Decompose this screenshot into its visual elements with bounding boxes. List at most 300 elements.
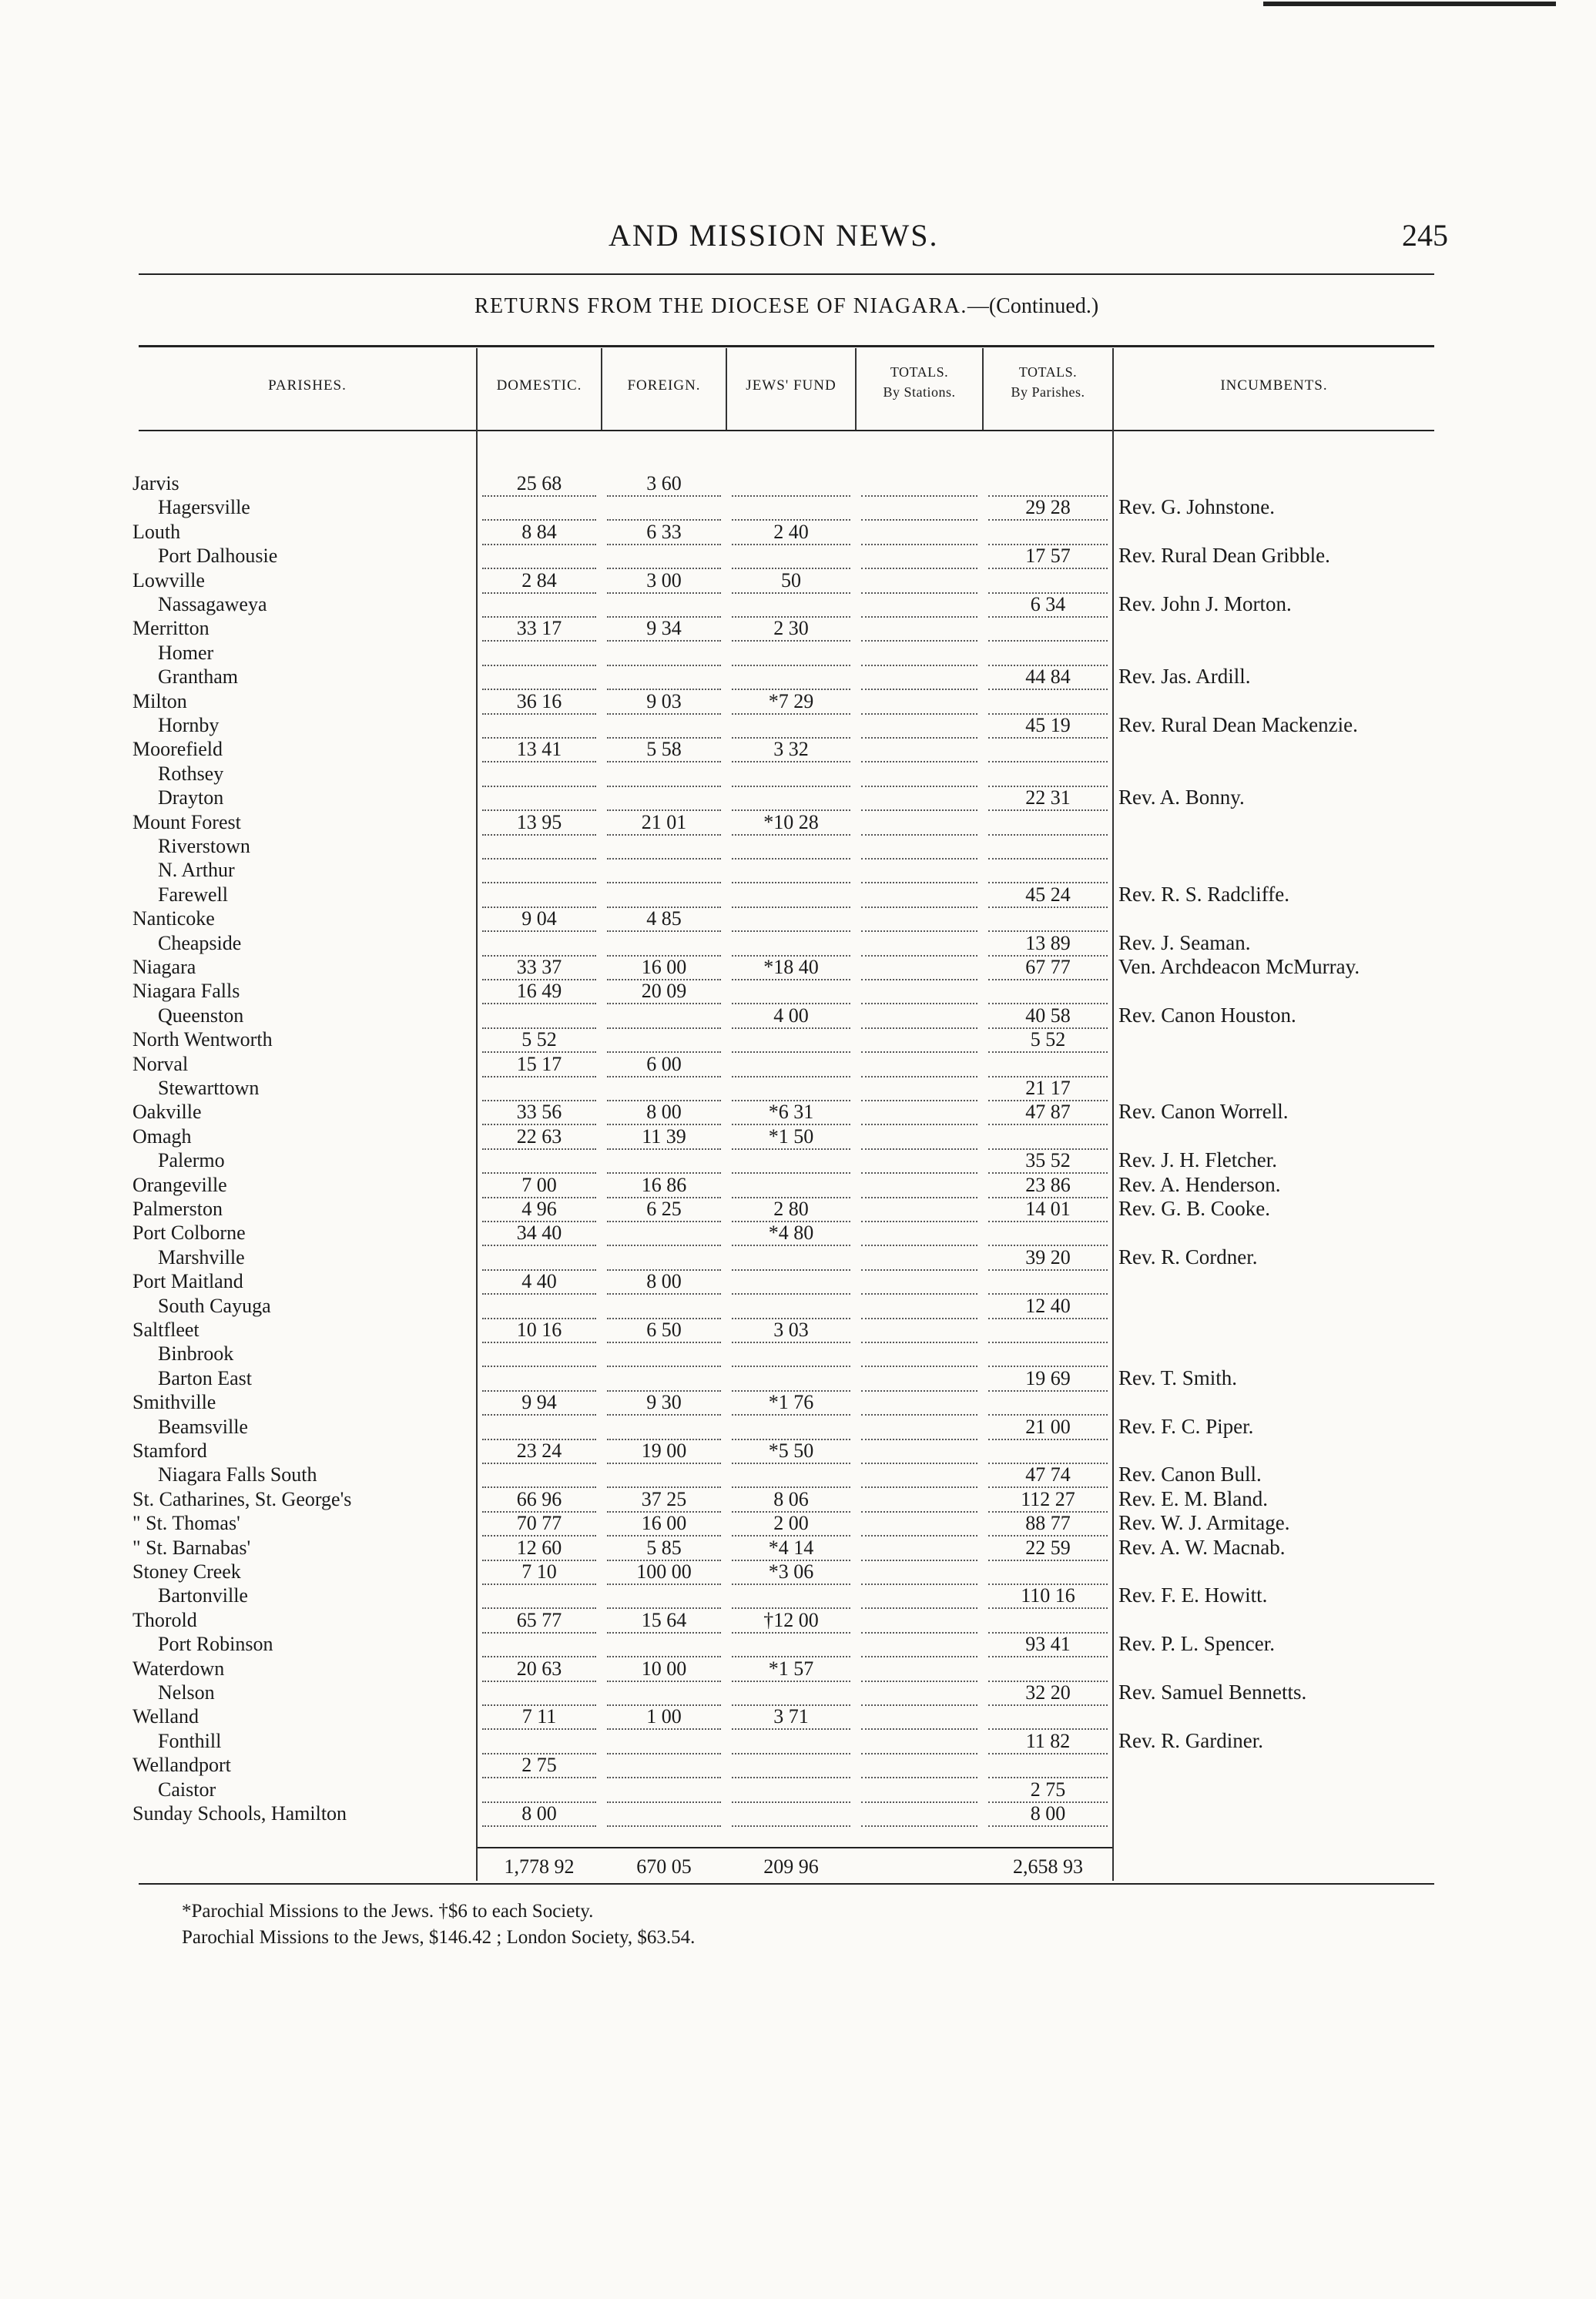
parishes-total-cell: 2 75 — [988, 1778, 1108, 1803]
jews-fund-cell: 2 30 — [732, 616, 850, 642]
stations-total-cell — [861, 471, 977, 497]
header-foreign: FOREIGN. — [627, 377, 701, 394]
domestic-cell: 15 17 — [482, 1052, 596, 1077]
foreign-cell: 3 60 — [607, 471, 721, 497]
domestic-cell: 70 77 — [482, 1511, 596, 1537]
jews-fund-cell: 3 71 — [732, 1704, 850, 1730]
stations-total-cell — [861, 1657, 977, 1682]
incumbent-name — [1118, 858, 1457, 882]
incumbent-name: Rev. J. H. Fletcher. — [1118, 1148, 1277, 1171]
domestic-cell — [482, 1245, 596, 1271]
stations-total-cell — [861, 1801, 977, 1827]
parish-name: " St. Thomas' — [132, 1512, 240, 1534]
running-head — [139, 217, 1448, 256]
parishes-total-cell — [988, 834, 1108, 860]
stations-total-cell — [861, 931, 977, 957]
domestic-cell: 65 77 — [482, 1608, 596, 1634]
stations-total-cell — [861, 520, 977, 545]
jews-fund-cell: 2 40 — [732, 520, 850, 545]
jews-fund-cell: *4 80 — [732, 1221, 850, 1246]
stations-total-cell — [861, 810, 977, 836]
foreign-cell — [607, 1221, 721, 1246]
jews-fund-cell: *6 31 — [732, 1100, 850, 1125]
stations-total-cell — [861, 1004, 977, 1029]
total-foreign: 670 05 — [636, 1855, 692, 1878]
jews-fund-cell: *10 28 — [732, 810, 850, 836]
parish-name: Niagara Falls South — [158, 1463, 317, 1486]
parish-name: Moorefield — [132, 738, 223, 760]
parishes-total-cell — [988, 1390, 1108, 1416]
incumbent-name — [1118, 1318, 1457, 1342]
domestic-cell — [482, 1681, 596, 1706]
foreign-cell: 3 00 — [607, 568, 721, 594]
header-totals-parishes — [984, 362, 1112, 402]
table-head-rule — [139, 430, 1434, 431]
domestic-cell — [482, 1463, 596, 1488]
parishes-total-cell: 39 20 — [988, 1245, 1108, 1271]
jews-fund-cell: *5 50 — [732, 1439, 850, 1464]
stations-total-cell — [861, 1704, 977, 1730]
incumbent-name — [1118, 471, 1457, 495]
parishes-total-cell: 22 31 — [988, 786, 1108, 811]
parish-name: Smithville — [132, 1391, 216, 1413]
incumbent-name — [1118, 1342, 1457, 1366]
jews-fund-cell: *1 76 — [732, 1390, 850, 1416]
stations-total-cell — [861, 1536, 977, 1561]
header-rule — [139, 273, 1434, 275]
parish-name: Palmerston — [132, 1198, 223, 1220]
stations-total-cell — [861, 1560, 977, 1585]
jews-fund-cell — [732, 592, 850, 618]
foreign-cell: 1 00 — [607, 1704, 721, 1730]
stations-total-cell — [861, 641, 977, 666]
stations-total-cell — [861, 1366, 977, 1392]
jews-fund-cell — [732, 1052, 850, 1077]
jews-fund-cell: 8 06 — [732, 1487, 850, 1513]
domestic-cell — [482, 1415, 596, 1440]
stations-total-cell — [861, 1583, 977, 1609]
jews-fund-cell: *1 57 — [732, 1657, 850, 1682]
stations-total-cell — [861, 1778, 977, 1803]
stations-total-cell — [861, 1100, 977, 1125]
jews-fund-cell — [732, 858, 850, 883]
incumbent-name — [1118, 1027, 1457, 1051]
parish-name: Rothsey — [158, 762, 224, 785]
domestic-cell — [482, 713, 596, 739]
parishes-total-cell: 47 87 — [988, 1100, 1108, 1125]
parishes-total-cell: 44 84 — [988, 665, 1108, 690]
parishes-total-cell: 45 24 — [988, 883, 1108, 908]
foreign-cell — [607, 1245, 721, 1271]
parish-name: Stamford — [132, 1439, 207, 1462]
jews-fund-cell — [732, 713, 850, 739]
domestic-cell: 12 60 — [482, 1536, 596, 1561]
jews-fund-cell — [732, 762, 850, 787]
foreign-cell: 15 64 — [607, 1608, 721, 1634]
domestic-cell: 2 75 — [482, 1753, 596, 1778]
jews-fund-cell — [732, 1753, 850, 1778]
foreign-cell — [607, 1583, 721, 1609]
incumbent-name: Rev. Rural Dean Mackenzie. — [1118, 713, 1358, 736]
parish-name: Homer — [158, 642, 214, 664]
jews-fund-cell — [732, 786, 850, 811]
parish-name: North Wentworth — [132, 1028, 273, 1051]
parishes-total-cell: 8 00 — [988, 1801, 1108, 1827]
foreign-cell: 5 58 — [607, 737, 721, 762]
parish-name: Grantham — [158, 665, 238, 688]
stations-total-cell — [861, 834, 977, 860]
parish-name: Orangeville — [132, 1174, 227, 1196]
stations-total-cell — [861, 1027, 977, 1053]
stations-total-cell — [861, 1487, 977, 1513]
stations-total-cell — [861, 495, 977, 521]
header-totals-stations-title: TOTALS. — [890, 364, 949, 380]
foreign-cell — [607, 495, 721, 521]
domestic-cell: 7 00 — [482, 1173, 596, 1198]
domestic-cell — [482, 641, 596, 666]
domestic-cell — [482, 786, 596, 811]
foreign-cell — [607, 931, 721, 957]
foreign-cell: 8 00 — [607, 1100, 721, 1125]
foreign-cell — [607, 786, 721, 811]
parish-name: Marshville — [158, 1246, 245, 1268]
jews-fund-cell: †12 00 — [732, 1608, 850, 1634]
parish-name: Saltfleet — [132, 1319, 200, 1341]
domestic-cell: 66 96 — [482, 1487, 596, 1513]
foreign-cell — [607, 544, 721, 569]
parishes-total-cell: 88 77 — [988, 1511, 1108, 1537]
parish-name: South Cayuga — [158, 1295, 271, 1317]
parishes-total-cell — [988, 1608, 1108, 1634]
foreign-cell: 16 00 — [607, 1511, 721, 1537]
parishes-total-cell — [988, 689, 1108, 715]
parish-name: Bartonville — [158, 1584, 248, 1607]
top-rule — [1263, 2, 1556, 6]
parishes-total-cell — [988, 641, 1108, 666]
incumbent-name — [1118, 1390, 1457, 1414]
domestic-cell — [482, 1342, 596, 1367]
parishes-total-cell: 67 77 — [988, 955, 1108, 980]
domestic-cell: 8 00 — [482, 1801, 596, 1827]
stations-total-cell — [861, 1463, 977, 1488]
parishes-total-cell — [988, 810, 1108, 836]
domestic-cell — [482, 1004, 596, 1029]
parish-name: Wellandport — [132, 1754, 231, 1776]
incumbent-name — [1118, 1801, 1457, 1825]
incumbent-name — [1118, 1076, 1457, 1100]
foreign-cell — [607, 1148, 721, 1174]
footnote: *Parochial Missions to the Jews. †$6 to each Society. — [182, 1901, 594, 1922]
stations-total-cell — [861, 713, 977, 739]
foreign-cell: 9 30 — [607, 1390, 721, 1416]
foreign-cell: 20 09 — [607, 979, 721, 1004]
domestic-cell: 8 84 — [482, 520, 596, 545]
foreign-cell: 16 00 — [607, 955, 721, 980]
jews-fund-cell — [732, 1801, 850, 1827]
parish-name: Niagara Falls — [132, 980, 240, 1002]
stations-total-cell — [861, 883, 977, 908]
total-domestic: 1,778 92 — [504, 1855, 575, 1878]
jews-fund-cell: 50 — [732, 568, 850, 594]
incumbent-name — [1118, 1124, 1457, 1148]
foreign-cell: 11 39 — [607, 1124, 721, 1150]
foreign-cell: 16 86 — [607, 1173, 721, 1198]
stations-total-cell — [861, 1608, 977, 1634]
incumbent-name: Rev. F. E. Howitt. — [1118, 1583, 1268, 1607]
parish-name: Jarvis — [132, 472, 179, 494]
parishes-total-cell — [988, 568, 1108, 594]
incumbent-name — [1118, 1560, 1457, 1583]
parish-name: St. Catharines, St. George's — [132, 1488, 352, 1510]
foreign-cell — [607, 713, 721, 739]
incumbent-name: Rev. T. Smith. — [1118, 1366, 1238, 1389]
header-totals-parishes-title: TOTALS. — [1018, 364, 1078, 380]
parishes-total-cell: 21 17 — [988, 1076, 1108, 1101]
stations-total-cell — [861, 762, 977, 787]
jews-fund-cell — [732, 665, 850, 690]
incumbent-name — [1118, 520, 1457, 544]
stations-total-cell — [861, 1342, 977, 1367]
foreign-cell — [607, 665, 721, 690]
incumbent-name: Rev. G. B. Cooke. — [1118, 1197, 1270, 1220]
stations-total-cell — [861, 907, 977, 932]
parishes-total-cell — [988, 520, 1108, 545]
column-rule — [1112, 348, 1114, 1881]
foreign-cell: 21 01 — [607, 810, 721, 836]
parishes-total-cell: 93 41 — [988, 1632, 1108, 1657]
foreign-cell: 6 00 — [607, 1052, 721, 1077]
parish-name: Nanticoke — [132, 907, 215, 930]
incumbent-name — [1118, 907, 1457, 930]
incumbent-name: Rev. R. Cordner. — [1118, 1245, 1258, 1268]
stations-total-cell — [861, 955, 977, 980]
domestic-cell: 4 96 — [482, 1197, 596, 1222]
jews-fund-cell: 3 32 — [732, 737, 850, 762]
incumbent-name: Rev. R. Gardiner. — [1118, 1729, 1263, 1752]
incumbent-name: Ven. Archdeacon McMurray. — [1118, 955, 1360, 978]
total-jews-fund: 209 96 — [763, 1855, 819, 1878]
domestic-cell — [482, 1632, 596, 1657]
parishes-total-cell — [988, 1124, 1108, 1150]
foreign-cell: 37 25 — [607, 1487, 721, 1513]
incumbent-name: Rev. E. M. Bland. — [1118, 1487, 1268, 1510]
stations-total-cell — [861, 616, 977, 642]
parish-name: " St. Barnabas' — [132, 1537, 251, 1559]
parishes-total-cell — [988, 471, 1108, 497]
incumbent-name: Rev. P. L. Spencer. — [1118, 1632, 1275, 1655]
jews-fund-cell — [732, 1415, 850, 1440]
stations-total-cell — [861, 1294, 977, 1319]
parishes-total-cell: 29 28 — [988, 495, 1108, 521]
parishes-total-cell: 22 59 — [988, 1536, 1108, 1561]
foreign-cell — [607, 883, 721, 908]
stations-total-cell — [861, 1197, 977, 1222]
jews-fund-cell: *18 40 — [732, 955, 850, 980]
foreign-cell: 8 00 — [607, 1269, 721, 1295]
jews-fund-cell: 4 00 — [732, 1004, 850, 1029]
parish-name: Port Maitland — [132, 1270, 243, 1292]
parish-name: Riverstown — [158, 835, 250, 857]
incumbent-name — [1118, 762, 1457, 786]
stations-total-cell — [861, 1052, 977, 1077]
domestic-cell: 33 56 — [482, 1100, 596, 1125]
parishes-total-cell: 14 01 — [988, 1197, 1108, 1222]
stations-total-cell — [861, 1729, 977, 1754]
domestic-cell: 9 04 — [482, 907, 596, 932]
footnote: Parochial Missions to the Jews, $146.42 ; London Society, $63.54. — [182, 1927, 696, 1948]
parishes-total-cell: 21 00 — [988, 1415, 1108, 1440]
stations-total-cell — [861, 1511, 977, 1537]
incumbent-name — [1118, 979, 1457, 1003]
foreign-cell: 6 33 — [607, 520, 721, 545]
domestic-cell: 13 95 — [482, 810, 596, 836]
domestic-cell — [482, 592, 596, 618]
header-domestic: DOMESTIC. — [496, 377, 582, 394]
jews-fund-cell — [732, 1076, 850, 1101]
page-number: 245 — [1402, 218, 1448, 253]
parish-name: Beamsville — [158, 1416, 248, 1438]
foreign-cell: 10 00 — [607, 1657, 721, 1682]
parish-name: Oakville — [132, 1101, 202, 1123]
parishes-total-cell — [988, 1560, 1108, 1585]
parish-name: Caistor — [158, 1778, 216, 1801]
parishes-total-cell — [988, 762, 1108, 787]
parishes-total-cell: 32 20 — [988, 1681, 1108, 1706]
stations-total-cell — [861, 568, 977, 594]
totals-rule — [478, 1847, 1112, 1848]
parish-name: Drayton — [158, 786, 224, 809]
jews-fund-cell: 2 80 — [732, 1197, 850, 1222]
domestic-cell: 23 24 — [482, 1439, 596, 1464]
stations-total-cell — [861, 1318, 977, 1343]
stations-total-cell — [861, 1415, 977, 1440]
foreign-cell — [607, 1729, 721, 1754]
foreign-cell — [607, 1778, 721, 1803]
domestic-cell: 20 63 — [482, 1657, 596, 1682]
incumbent-name: Rev. Canon Worrell. — [1118, 1100, 1289, 1123]
parish-name: Fonthill — [158, 1730, 222, 1752]
stations-total-cell — [861, 858, 977, 883]
parishes-total-cell: 13 89 — [988, 931, 1108, 957]
parish-name: Lowville — [132, 569, 205, 592]
jews-fund-cell: *1 50 — [732, 1124, 850, 1150]
jews-fund-cell — [732, 1366, 850, 1392]
incumbent-name: Rev. Jas. Ardill. — [1118, 665, 1251, 688]
stations-total-cell — [861, 1390, 977, 1416]
domestic-cell — [482, 665, 596, 690]
incumbent-name — [1118, 1221, 1457, 1245]
foreign-cell — [607, 858, 721, 883]
domestic-cell — [482, 495, 596, 521]
jews-fund-cell — [732, 1342, 850, 1367]
stations-total-cell — [861, 1173, 977, 1198]
jews-fund-cell — [732, 979, 850, 1004]
parishes-total-cell: 35 52 — [988, 1148, 1108, 1174]
foreign-cell: 5 85 — [607, 1536, 721, 1561]
incumbent-name — [1118, 1778, 1457, 1801]
domestic-cell: 10 16 — [482, 1318, 596, 1343]
domestic-cell: 7 10 — [482, 1560, 596, 1585]
parish-name: Port Dalhousie — [158, 545, 278, 567]
stations-total-cell — [861, 1753, 977, 1778]
jews-fund-cell — [732, 495, 850, 521]
parishes-total-cell: 47 74 — [988, 1463, 1108, 1488]
parish-name: Louth — [132, 521, 181, 543]
incumbent-name — [1118, 1753, 1457, 1777]
domestic-cell — [482, 931, 596, 957]
stations-total-cell — [861, 786, 977, 811]
incumbent-name: Rev. Canon Houston. — [1118, 1004, 1296, 1027]
foreign-cell — [607, 641, 721, 666]
parish-name: Omagh — [132, 1125, 192, 1148]
incumbent-name: Rev. Canon Bull. — [1118, 1463, 1262, 1486]
header-totals-stations — [857, 362, 982, 402]
jews-fund-cell — [732, 471, 850, 497]
jews-fund-cell — [732, 641, 850, 666]
stations-total-cell — [861, 737, 977, 762]
stations-total-cell — [861, 1269, 977, 1295]
parish-name: Merritton — [132, 617, 210, 639]
parish-name: Binbrook — [158, 1342, 234, 1365]
jews-fund-cell — [732, 1027, 850, 1053]
domestic-cell: 25 68 — [482, 471, 596, 497]
jews-fund-cell: *4 14 — [732, 1536, 850, 1561]
foreign-cell: 6 25 — [607, 1197, 721, 1222]
parish-name: Stewarttown — [158, 1077, 260, 1099]
parish-name: Port Robinson — [158, 1633, 273, 1655]
domestic-cell: 16 49 — [482, 979, 596, 1004]
foreign-cell — [607, 1004, 721, 1029]
jews-fund-cell — [732, 1173, 850, 1198]
jews-fund-cell — [732, 544, 850, 569]
jews-fund-cell — [732, 1778, 850, 1803]
incumbent-name — [1118, 1294, 1457, 1318]
header-parishes: PARISHES. — [268, 377, 347, 394]
stations-total-cell — [861, 689, 977, 715]
header-totals-parishes-sub: By Parishes. — [1011, 384, 1085, 400]
jews-fund-cell — [732, 1269, 850, 1295]
foreign-cell: 100 00 — [607, 1560, 721, 1585]
total-by-parishes: 2,658 93 — [1013, 1855, 1083, 1878]
parishes-total-cell: 23 86 — [988, 1173, 1108, 1198]
parishes-total-cell — [988, 616, 1108, 642]
foreign-cell — [607, 1681, 721, 1706]
domestic-cell — [482, 1076, 596, 1101]
foreign-cell — [607, 1632, 721, 1657]
foreign-cell: 9 34 — [607, 616, 721, 642]
jews-fund-cell — [732, 1632, 850, 1657]
foreign-cell — [607, 834, 721, 860]
parish-name: Hornby — [158, 714, 220, 736]
parishes-total-cell — [988, 1657, 1108, 1682]
foreign-cell — [607, 1366, 721, 1392]
stations-total-cell — [861, 1681, 977, 1706]
domestic-cell — [482, 762, 596, 787]
parishes-total-cell: 6 34 — [988, 592, 1108, 618]
foreign-cell: 6 50 — [607, 1318, 721, 1343]
parishes-total-cell — [988, 1439, 1108, 1464]
jews-fund-cell: 2 00 — [732, 1511, 850, 1537]
parishes-total-cell — [988, 1221, 1108, 1246]
parishes-total-cell — [988, 1753, 1108, 1778]
stations-total-cell — [861, 1245, 977, 1271]
parish-name: Palermo — [158, 1149, 225, 1171]
parishes-total-cell — [988, 1342, 1108, 1367]
foreign-cell — [607, 1027, 721, 1053]
incumbent-name — [1118, 1052, 1457, 1076]
incumbent-name: Rev. Samuel Bennetts. — [1118, 1681, 1307, 1704]
parish-name: Mount Forest — [132, 811, 241, 833]
